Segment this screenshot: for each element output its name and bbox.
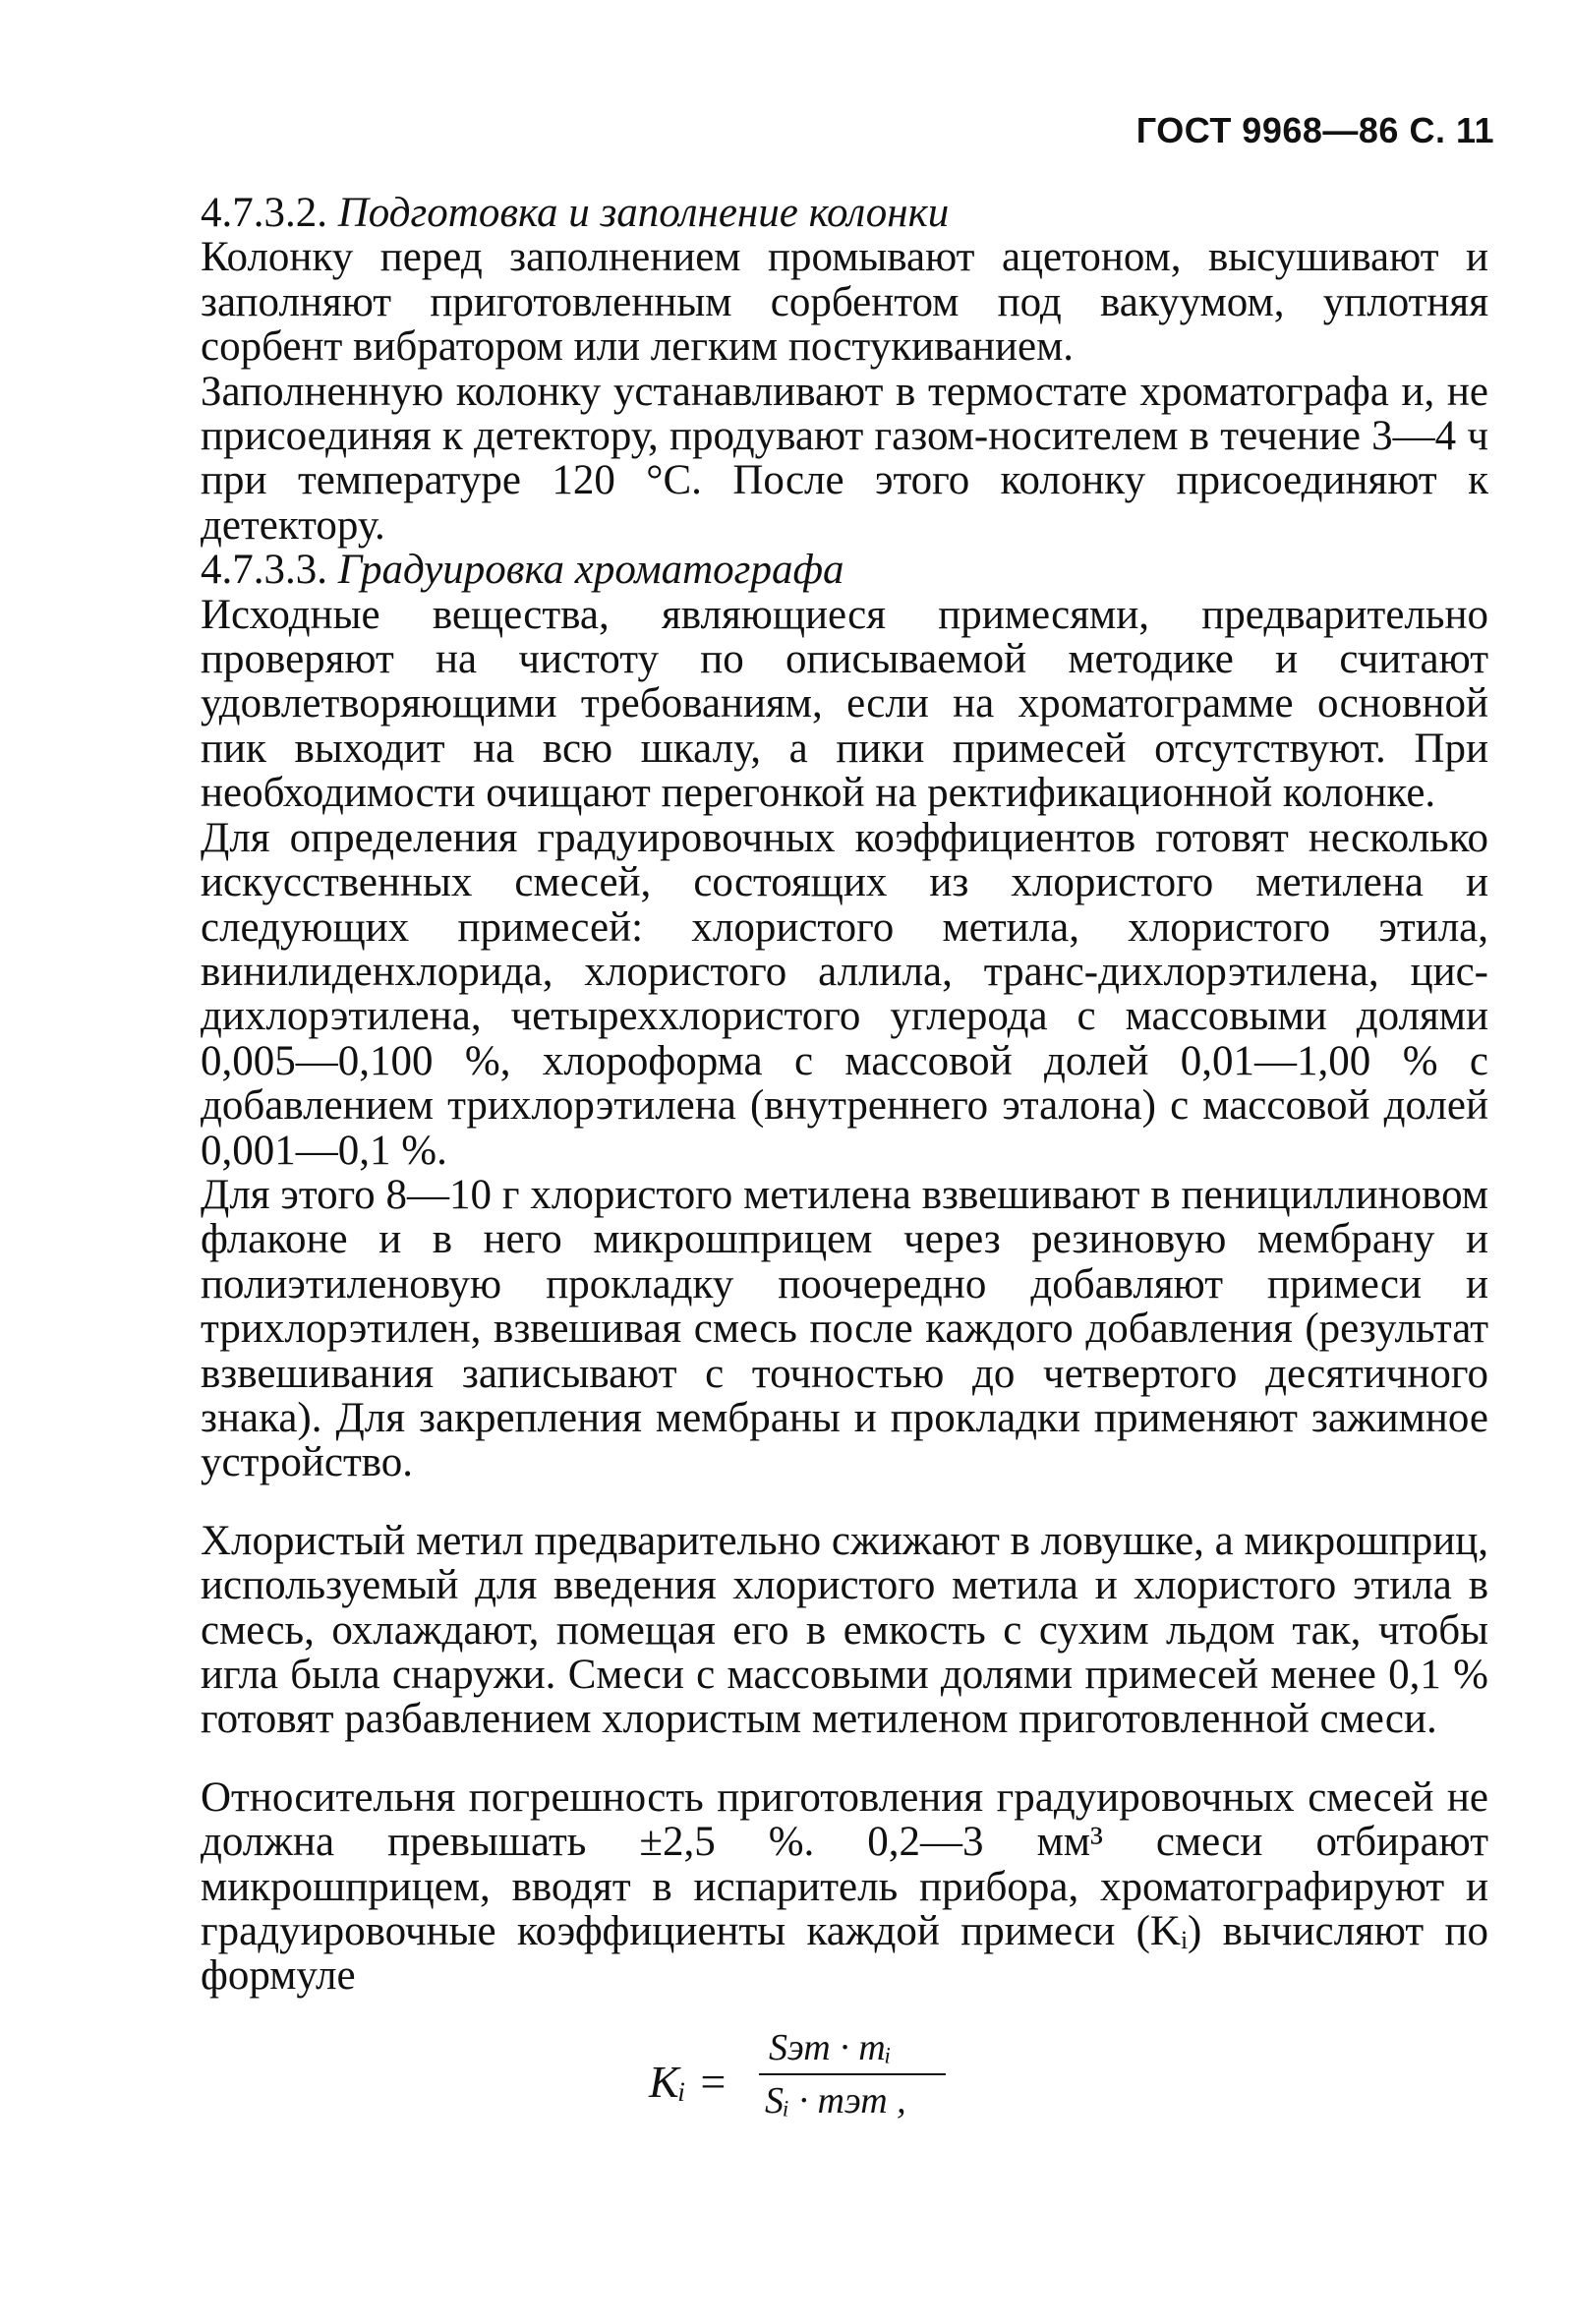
- formula-fraction: [759, 2026, 995, 2123]
- section-number: 4.7.3.2.: [201, 190, 327, 236]
- formula-lhs: Kᵢ =: [649, 2056, 728, 2107]
- paragraph: Для этого 8—10 г хлористого метилена взвешивают в пенициллиновом флаконе и в него микрошприцем через резиновую мембрану и полиэтиленовую прокладку поочередно добавляют примеси и трихлорэтилен, взвешивая смесь после каждого добавления (результат взвешивания записывают с точностью до четвертого десятичного знака). Для закрепления мембраны и прокладки применяют зажимное устройство.: [201, 1171, 1488, 1486]
- paragraph: Для определения градуировочных коэффициентов готовят несколько искусственных смесей, состоящих из хлористого метилена и следующих примесей: хлористого метила, хлористого этила, винилиденхлорида, хлористого аллила, транс-дихлорэтилена, цис-дихлорэтилена, четыреххлористого углерода с массовыми долями 0,005—0,100 %, хлороформа с массовой долей 0,01—1,00 % с добавлением трихлорэтилена (внутреннего эталона) с массовой долей 0,001—0,1 %.: [201, 814, 1488, 1174]
- formula-numerator: Sэт · mᵢ: [769, 2026, 892, 2068]
- section-title: Подготовка и заполнение колонки: [337, 190, 950, 236]
- paragraph: Заполненную колонку устанавливают в термостате хроматографа и, не присоединяя к детектору, продувают газом-носителем в течение 3—4 ч при температуре 120 °С. После этого колонку присоединяют к детектору.: [201, 368, 1488, 549]
- formula-denominator: Sᵢ · mэт ,: [765, 2079, 906, 2121]
- section-title: Градуировка хроматографа: [337, 547, 844, 594]
- paragraph: Колонку перед заполнением промывают ацетоном, высушивают и заполняют приготовленным сорбентом под вакуумом, уплотняя сорбент вибратором или легким постукиванием.: [201, 234, 1488, 371]
- section-number: 4.7.3.3.: [201, 547, 327, 594]
- section-heading-4733: [201, 548, 1488, 592]
- section-heading-4732: [201, 191, 1488, 235]
- paragraph: Относительня погрешность приготовления градуировочных смесей не должна превышать ±2,5 %. 0,2—3 мм³ смеси отбирают микрошприцем, вводят в испаритель прибора, хроматографируют и градуировочные коэффициенты каждой примеси (Kᵢ) вычисляют по формуле: [201, 1773, 1488, 2000]
- document-body: [201, 191, 1488, 2134]
- page-header: ГОСТ 9968—86 С. 11: [1135, 110, 1494, 150]
- fraction-bar: [759, 2073, 946, 2075]
- paragraph: Хлористый метил предварительно сжижают в ловушке, а микрошприц, используемый для введения хлористого метила и хлористого этила в смесь, охлаждают, помещая его в емкость с сухим льдом так, чтобы игла была снаружи. Смеси с массовыми долями примесей менее 0,1 % готовят разбавлением хлористым метиленом приготовленной смеси.: [201, 1517, 1488, 1743]
- formula-block: [201, 2026, 1488, 2134]
- paragraph: Исходные вещества, являющиеся примесями, предварительно проверяют на чистоту по описываемой методике и считают удовлетворяющими требованиям, если на хроматограмме основной пик выходит на всю шкалу, а пики примесей отсутствуют. При необходимости очищают перегонкой на ректификационной колонке.: [201, 591, 1488, 817]
